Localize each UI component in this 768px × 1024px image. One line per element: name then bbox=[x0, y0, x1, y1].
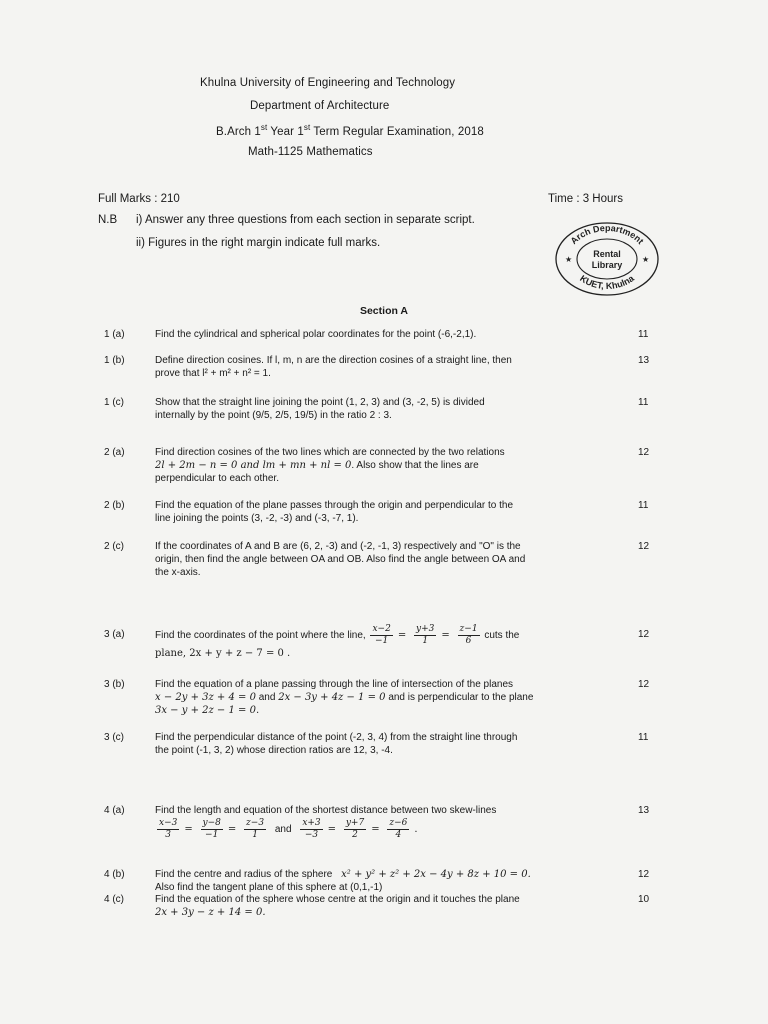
question-number: 2 (b) bbox=[104, 500, 125, 511]
course-title: Math-1125 Mathematics bbox=[248, 146, 373, 158]
question-number: 1 (b) bbox=[104, 355, 125, 366]
nb-instruction-1: i) Answer any three questions from each section in separate script. bbox=[136, 214, 475, 226]
question-text: Find the perpendicular distance of the point (-2, 3, 4) from the straight line through bbox=[155, 732, 518, 743]
question-marks: 12 bbox=[638, 629, 650, 640]
question-marks: 12 bbox=[638, 447, 650, 458]
question-marks: 12 bbox=[638, 869, 650, 880]
question-math: x − 2y + 3z + 4 = 0 bbox=[155, 692, 256, 703]
nb-instruction-2: ii) Figures in the right margin indicate full marks. bbox=[136, 237, 381, 249]
question-text: line joining the points (3, -2, -3) and (-3, -7, 1). bbox=[155, 513, 359, 524]
question-marks: 13 bbox=[638, 355, 650, 366]
question-text: perpendicular to each other. bbox=[155, 473, 279, 484]
question-text: and is perpendicular to the plane bbox=[388, 692, 534, 703]
fraction: $\frac{y-8}{-1}$ bbox=[202, 818, 221, 840]
question-number: 4 (c) bbox=[104, 894, 124, 905]
question-number: 4 (b) bbox=[104, 869, 125, 880]
stamp-star-icon: ★ bbox=[642, 255, 650, 264]
question-text: Show that the straight line joining the point (1, 2, 3) and (3, -2, 5) is divided bbox=[155, 397, 485, 408]
question-math: 3x − y + 2z − 1 = 0. bbox=[155, 705, 260, 716]
question-text: Find the coordinates of the point where the line, bbox=[155, 630, 366, 642]
svg-text:Arch Department bbox=[569, 223, 646, 246]
fraction: $\frac{x+3}{-3}$ bbox=[302, 818, 321, 840]
fraction: $\frac{z-1}{6}$ bbox=[459, 624, 478, 646]
question-text: If the coordinates of A and B are (6, 2, -3) and (-2, -1, 3) respectively and "O" is the bbox=[155, 541, 521, 552]
question-text: Find the cylindrical and spherical polar coordinates for the point (-6,-2,1). bbox=[155, 329, 477, 340]
question-marks: 12 bbox=[638, 541, 650, 552]
nb-label: N.B bbox=[98, 214, 118, 226]
question-number: 3 (a) bbox=[104, 629, 125, 640]
fraction: $\frac{x-2}{-1}$ bbox=[372, 624, 391, 646]
question-math: 2x + 3y − z + 14 = 0. bbox=[155, 907, 266, 918]
question-text: Find the equation of the sphere whose centre at the origin and it touches the plane bbox=[155, 894, 520, 905]
question-text: Find the centre and radius of the sphere bbox=[155, 869, 333, 880]
question-marks: 13 bbox=[638, 805, 650, 816]
question-text: plane, 2x + y + z − 7 = 0 . bbox=[155, 648, 291, 659]
stamp-bottom-text: KUET, Khulna bbox=[578, 273, 636, 292]
question-text: Also find the tangent plane of this sphere at (0,1,-1) bbox=[155, 882, 383, 893]
question-text: origin, then find the angle between OA and OB. Also find the angle between OA and bbox=[155, 554, 526, 565]
question-number: 1 (a) bbox=[104, 329, 125, 340]
question-marks: 11 bbox=[638, 732, 649, 743]
question-text: . Also show that the lines are bbox=[351, 460, 479, 471]
question-text: internally by the point (9/5, 2/5, 19/5) in the ratio 2 : 3. bbox=[155, 410, 392, 421]
department-name: Department of Architecture bbox=[250, 100, 390, 112]
exam-page: Khulna University of Engineering and Technology Department of Architecture B.Arch 1st Year 1st Term Regular Examination, 2018 Math-1125 Mathematics Full Marks : 210 Time : 3 Hours N.B i) Answer any three questions from each section in separate script. ii) Figures in the right margin indicate full marks. Arch Department KUET, Khulna Rental Library ★ ★ Section A 1 (a) Find the cylindrical and spherical polar coordinates for the point (-6,-2,1). 11 1 (b) Define direction cosines. If l, m, n are the direction cosines of a straight line, then prove that l² + m² + n² = 1. 13 1 (c) Show that the straight line joining the point (1, 2, 3) and (3, -2, 5) is divided internally by the point (9/5, 2/5, 19/5) in the ratio 2 : 3. 11 2 (a) Find direction cosines of the two lines which are connected by the two relations 2l + 2m − n = 0 and lm + mn + nl = 0. Also show that the lines are perpendicular to each other. 12 2 (b) Find the equation of the plane passes through the origin and perpendicular to the line joining the points (3, -2, -3) and (-3, -7, 1). 11 2 (c) If the coordinates of A and B are (6, 2, -3) and (-2, -1, 3) respectively and "O" is the origin, then find the angle between OA and OB. Also find the angle between OA and the x-axis. 12 3 (a) Find the coordinates of the point where the line, $\frac{x-2}{-1}$ = $\frac{y+3}{1}$ = $\frac{z-1}{6}$ cuts the plane, 2x + y + z − 7 = 0 . 12 3 (b) Find the equation of a plane passing through the line of intersection of the planes x − 2y + 3z + 4 = 0 and 2x − 3y + 4z − 1 = 0 and is perpendicular to the plane 3x − y + 2z − 1 = 0. 12 3 (c) Find the perpendicular distance of the point (-2, 3, 4) from the straight line through the point (-1, 3, 2) whose direction ratios are 12, 3, -4. 11 4 (a) Find the length and equation of the shortest distance between two skew-lines $\frac{x-3}{3}$ = $\frac{y-8}{-1}$ = $\frac{z-3}{1}$ and $\frac{x+3}{-3}$ = $\frac{y+7}{2}$ = $\frac{z-6}{4}$ . 13 4 (b) Find the centre and radius of the sphere x² + y² + z² + 2x − 4y + 8z + 10 = 0. Also find the tangent plane of this sphere at (0,1,-1) 12 4 (c) Find the equation of the sphere whose centre at the origin and it touches the plane 2x + 3y − z + 14 = 0. 10 bbox=[0, 0, 768, 1024]
university-name: Khulna University of Engineering and Technology bbox=[200, 77, 456, 89]
exam-title: B.Arch 1st Year 1st Term Regular Examination, 2018 bbox=[216, 123, 484, 138]
question-text: and bbox=[274, 824, 292, 836]
question-math: 2x − 3y + 4z − 1 = 0 bbox=[278, 692, 386, 703]
section-title: Section A bbox=[359, 305, 409, 317]
question-marks: 12 bbox=[638, 679, 650, 690]
stamp-top-text: Arch Department bbox=[568, 222, 646, 247]
question-marks: 11 bbox=[638, 500, 649, 511]
question-text: Find the length and equation of the shortest distance between two skew-lines bbox=[155, 805, 497, 816]
question-marks: 10 bbox=[638, 894, 650, 905]
question-marks: 11 bbox=[638, 329, 649, 340]
question-text: Find the equation of the plane passes through the origin and perpendicular to the bbox=[155, 500, 514, 511]
fraction: $\frac{y+7}{2}$ bbox=[345, 818, 365, 840]
question-text: Define direction cosines. If l, m, n are the direction cosines of a straight line, then bbox=[155, 355, 512, 366]
question-number: 3 (c) bbox=[104, 732, 124, 743]
question-text: cuts the bbox=[484, 630, 520, 642]
question-number: 4 (a) bbox=[104, 805, 125, 816]
fraction: $\frac{y+3}{1}$ bbox=[416, 624, 435, 646]
question-number: 2 (a) bbox=[104, 447, 125, 458]
question-math: x² + y² + z² + 2x − 4y + 8z + 10 = 0. bbox=[341, 869, 531, 880]
fraction: $\frac{x-3}{3}$ bbox=[159, 818, 178, 840]
question-text: and bbox=[258, 692, 276, 703]
question-text: Find direction cosines of the two lines which are connected by the two relations bbox=[155, 447, 505, 458]
svg-text:KUET, Khulna bbox=[578, 273, 637, 291]
stamp-center-1: Rental bbox=[593, 249, 621, 259]
question-text: Find the equation of a plane passing through the line of intersection of the planes bbox=[155, 679, 514, 690]
library-stamp bbox=[554, 221, 660, 297]
stamp-star-icon: ★ bbox=[565, 255, 573, 264]
question-number: 3 (b) bbox=[104, 679, 125, 690]
question-text: the x-axis. bbox=[155, 567, 201, 578]
question-math: 2l + 2m − n = 0 and lm + mn + nl = 0 bbox=[155, 460, 352, 471]
exam-time: Time : 3 Hours bbox=[548, 193, 623, 205]
question-text: prove that l² + m² + n² = 1. bbox=[155, 368, 271, 379]
question-marks: 11 bbox=[638, 397, 649, 408]
question-number: 1 (c) bbox=[104, 397, 124, 408]
stamp-center-2: Library bbox=[591, 260, 623, 270]
question-text: the point (-1, 3, 2) whose direction ratios are 12, 3, -4. bbox=[155, 745, 393, 756]
fraction: $\frac{z-6}{4}$ bbox=[389, 818, 408, 840]
fraction: $\frac{z-3}{1}$ bbox=[246, 818, 265, 840]
full-marks: Full Marks : 210 bbox=[98, 193, 180, 205]
question-number: 2 (c) bbox=[104, 541, 124, 552]
